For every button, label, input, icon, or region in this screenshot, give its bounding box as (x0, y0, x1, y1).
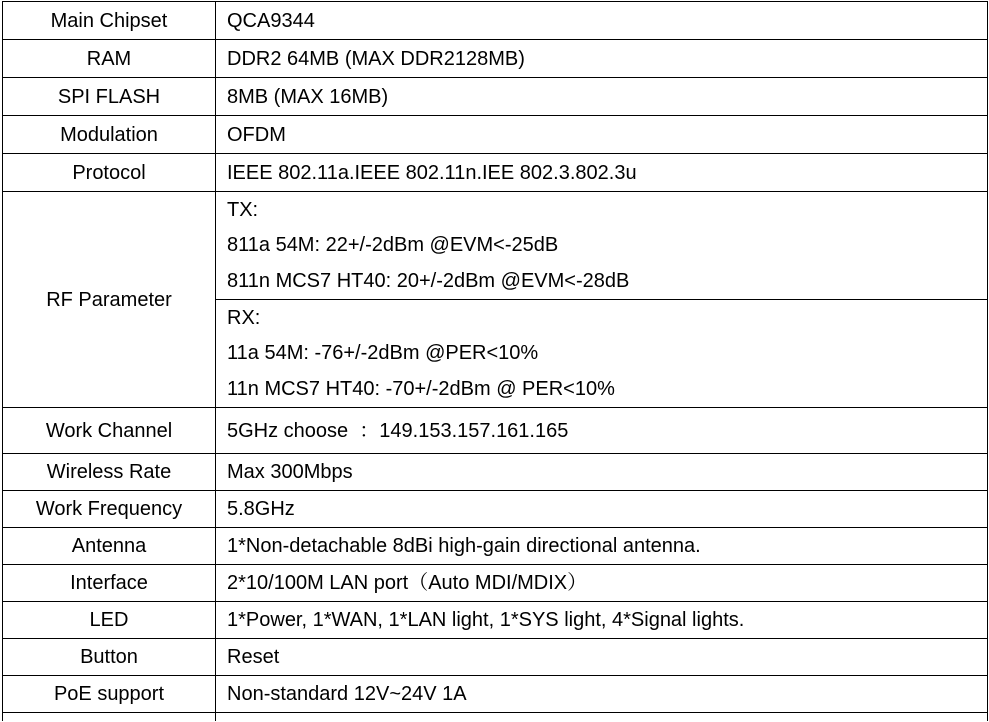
spec-row-wireless-rate (3, 454, 988, 491)
rf-tx-line: 811a 54M: 22+/-2dBm @EVM<-25dB (227, 234, 559, 256)
spec-value: 5.8GHz (216, 491, 988, 528)
spec-row-poe-support (3, 676, 988, 713)
spec-label: Modulation (3, 116, 216, 154)
spec-row-button (3, 639, 988, 676)
spec-value: 1*Non-detachable 8dBi high-gain directional antenna. (216, 528, 988, 565)
rf-tx-block (216, 192, 988, 300)
spec-row-protocol (3, 154, 988, 192)
spec-row-interface (3, 565, 988, 602)
spec-row-main-chipset (3, 2, 988, 40)
spec-label: Work Frequency (3, 491, 216, 528)
spec-value: Non-standard 12V~24V 1A (216, 676, 988, 713)
spec-row-work-channel (3, 408, 988, 454)
spec-label: Work Channel (3, 408, 216, 454)
spec-label: Antenna (3, 528, 216, 565)
spec-label: Button (3, 639, 216, 676)
spec-row-spi-flash (3, 78, 988, 116)
spec-value: 2*10/100M LAN port（Auto MDI/MDIX） (216, 565, 988, 602)
spec-row-led (3, 602, 988, 639)
spec-row-trailing (3, 713, 988, 722)
spec-label: PoE support (3, 676, 216, 713)
rf-tx-line: 811n MCS7 HT40: 20+/-2dBm @EVM<-28dB (227, 270, 630, 292)
spec-label: RAM (3, 40, 216, 78)
spec-row-modulation (3, 116, 988, 154)
rf-rx-header: RX: (227, 306, 261, 329)
rf-tx-header: TX: (227, 198, 259, 221)
spec-label: Interface (3, 565, 216, 602)
spec-value: DDR2 64MB (MAX DDR2128MB) (216, 40, 988, 78)
spec-label-empty (3, 713, 216, 722)
rf-rx-block (216, 300, 988, 408)
rf-rx-line: 11a 54M: -76+/-2dBm @PER<10% (227, 342, 539, 364)
spec-value: 5GHz choose ：149.153.157.161.165 (216, 408, 988, 454)
spec-label-rf-parameter: RF Parameter (3, 192, 216, 408)
spec-label: SPI FLASH (3, 78, 216, 116)
spec-value: Reset (216, 639, 988, 676)
spec-label: Wireless Rate (3, 454, 216, 491)
spec-value: OFDM (216, 116, 988, 154)
rf-rx-line: 11n MCS7 HT40: -70+/-2dBm @ PER<10% (227, 378, 615, 400)
spec-label: Main Chipset (3, 2, 216, 40)
spec-value: 8MB (MAX 16MB) (216, 78, 988, 116)
spec-label: LED (3, 602, 216, 639)
spec-value: 1*Power, 1*WAN, 1*LAN light, 1*SYS light, 4*Signal lights. (216, 602, 988, 639)
spec-value: Max 300Mbps (216, 454, 988, 491)
spec-value-empty (216, 713, 988, 722)
spec-row-antenna (3, 528, 988, 565)
spec-table (2, 1, 988, 721)
spec-value: IEEE 802.11a.IEEE 802.11n.IEE 802.3.802.3u (216, 154, 988, 192)
spec-label: Protocol (3, 154, 216, 192)
spec-value: QCA9344 (216, 2, 988, 40)
spec-row-rf-tx (3, 192, 988, 300)
spec-row-ram (3, 40, 988, 78)
spec-row-work-frequency (3, 491, 988, 528)
